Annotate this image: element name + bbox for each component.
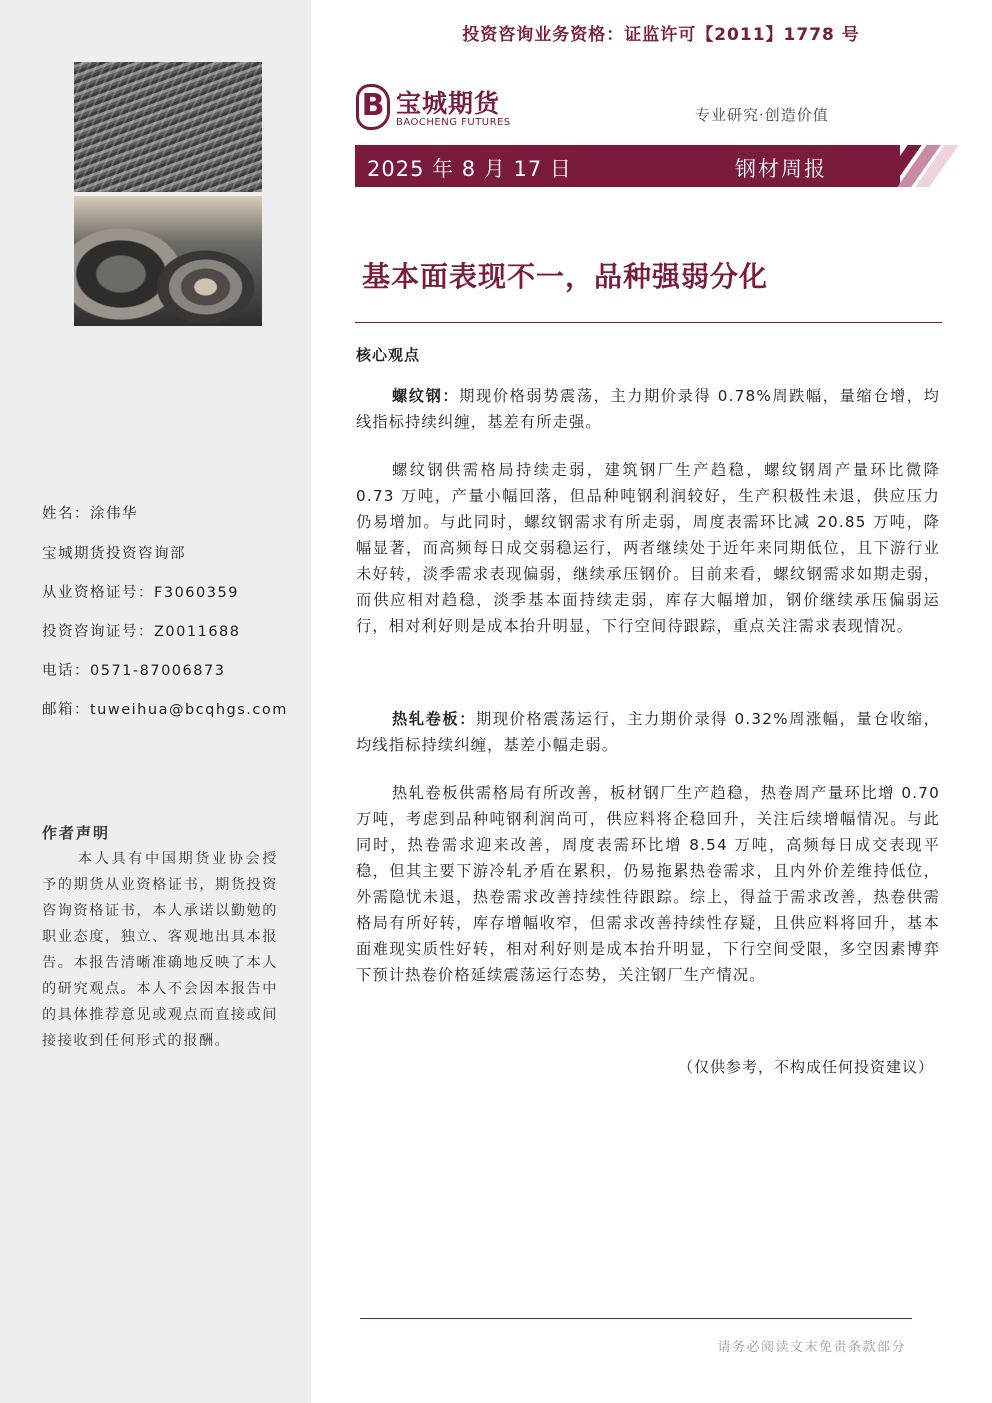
qualification-header: 投资咨询业务资格：证监许可【2011】1778 号 xyxy=(462,25,860,45)
hrc-detail: 热轧卷板供需格局有所改善，板材钢厂生产趋稳，热卷周产量环比增 0.70 万吨，考虑到品种吨钢利润尚可，供应料将企稳回升，关注后续增幅情况。与此同时，热卷需求迎来改善，周度表需环比增 8.54 万吨，高频每日成交表现平稳，但其主要下游冷轧矛盾在累积，仍易拖累热卷需求，且内外价差维持低位，外需隐忧未退，热卷需求改善持续性待跟踪。综上，得益于需求改善，热卷供需格局有所好转，库存增幅收窄，但需求改善持续性存疑，且供应料将回升，基本面难现实质性好转，相对利好则是成本抬升明显，下行空间受限，多空因素博弈下预计热卷价格延续震荡运行态势，关注钢厂生产情况。 xyxy=(356,784,940,984)
rebar-photo xyxy=(74,62,262,192)
steel-coil-photo xyxy=(74,196,262,326)
hrc-lead: 热轧卷板： xyxy=(392,710,477,728)
company-logo xyxy=(356,84,526,132)
report-title: 基本面表现不一，品种强弱分化 xyxy=(362,260,769,293)
footer-note: 请务必阅读文末免责条款部分 xyxy=(717,1340,906,1355)
author-license: 从业资格证号：F3060359 xyxy=(42,585,239,601)
author-name: 姓名：涂伟华 xyxy=(42,506,138,522)
rebar-summary xyxy=(356,383,940,435)
hrc-summary xyxy=(356,706,940,758)
declaration-text: 本人具有中国期货业协会授予的期货从业资格证书，期货投资咨询资格证书，本人承诺以勤勉的职业态度，独立、客观地出具本报告。本报告清晰准确地反映了本人的研究观点。本人不会因本报告中的具体推荐意见或观点而直接或间接接收到任何形式的报酬。 xyxy=(42,851,278,1049)
rebar-detail: 螺纹钢供需格局持续走弱，建筑钢厂生产趋稳，螺纹钢周产量环比微降 0.73 万吨，产量小幅回落，但品种吨钢利润较好，生产积极性未退，供应压力仍易增加。与此同时，螺纹钢需求有所走弱，周度表需环比减 20.85 万吨，降幅显著，而高频每日成交弱稳运行，两者继续处于近年来同期低位，且下游行业未好转，淡季需求表现偏弱，继续承压钢价。目前来看，螺纹钢需求如期走弱，而供应相对趋稳，淡季基本面持续走弱，库存大幅增加，钢价继续承压偏弱运行，相对利好则是成本抬升明显，下行空间待跟踪，重点关注需求表现情况。 xyxy=(356,461,940,635)
rebar-lead: 螺纹钢： xyxy=(392,387,460,405)
author-dept: 宝城期货投资咨询部 xyxy=(42,546,186,562)
logo-chinese-name: 宝城期货 xyxy=(396,89,501,118)
core-heading: 核心观点 xyxy=(356,346,421,364)
logo-english-name: BAOCHENG FUTURES xyxy=(396,117,511,128)
disclaimer-note: （仅供参考，不构成任何投资建议） xyxy=(677,1058,934,1076)
slogan: 专业研究·创造价值 xyxy=(695,106,829,124)
report-date: 2025 年 8 月 17 日 xyxy=(367,157,572,181)
hrc-summary-text: 期现价格震荡运行，主力期价录得 0.32%周涨幅，量仓收缩，均线指标持续纠缠，基差小幅走弱。 xyxy=(356,710,941,754)
title-divider xyxy=(355,322,942,323)
declaration-heading: 作者声明 xyxy=(42,824,111,842)
report-type: 钢材周报 xyxy=(735,157,827,181)
author-email: 邮箱：tuweihua@bcqhgs.com xyxy=(42,702,288,718)
date-banner xyxy=(355,145,900,187)
footer-divider xyxy=(360,1318,912,1319)
author-advisory-license: 投资咨询证号：Z0011688 xyxy=(42,624,241,640)
author-phone: 电话：0571-87006873 xyxy=(42,663,226,679)
logo-mark-icon: B xyxy=(356,84,390,130)
rebar-summary-text: 期现价格弱势震荡，主力期价录得 0.78%周跌幅，量缩仓增，均线指标持续纠缠，基差有所走强。 xyxy=(356,387,940,431)
